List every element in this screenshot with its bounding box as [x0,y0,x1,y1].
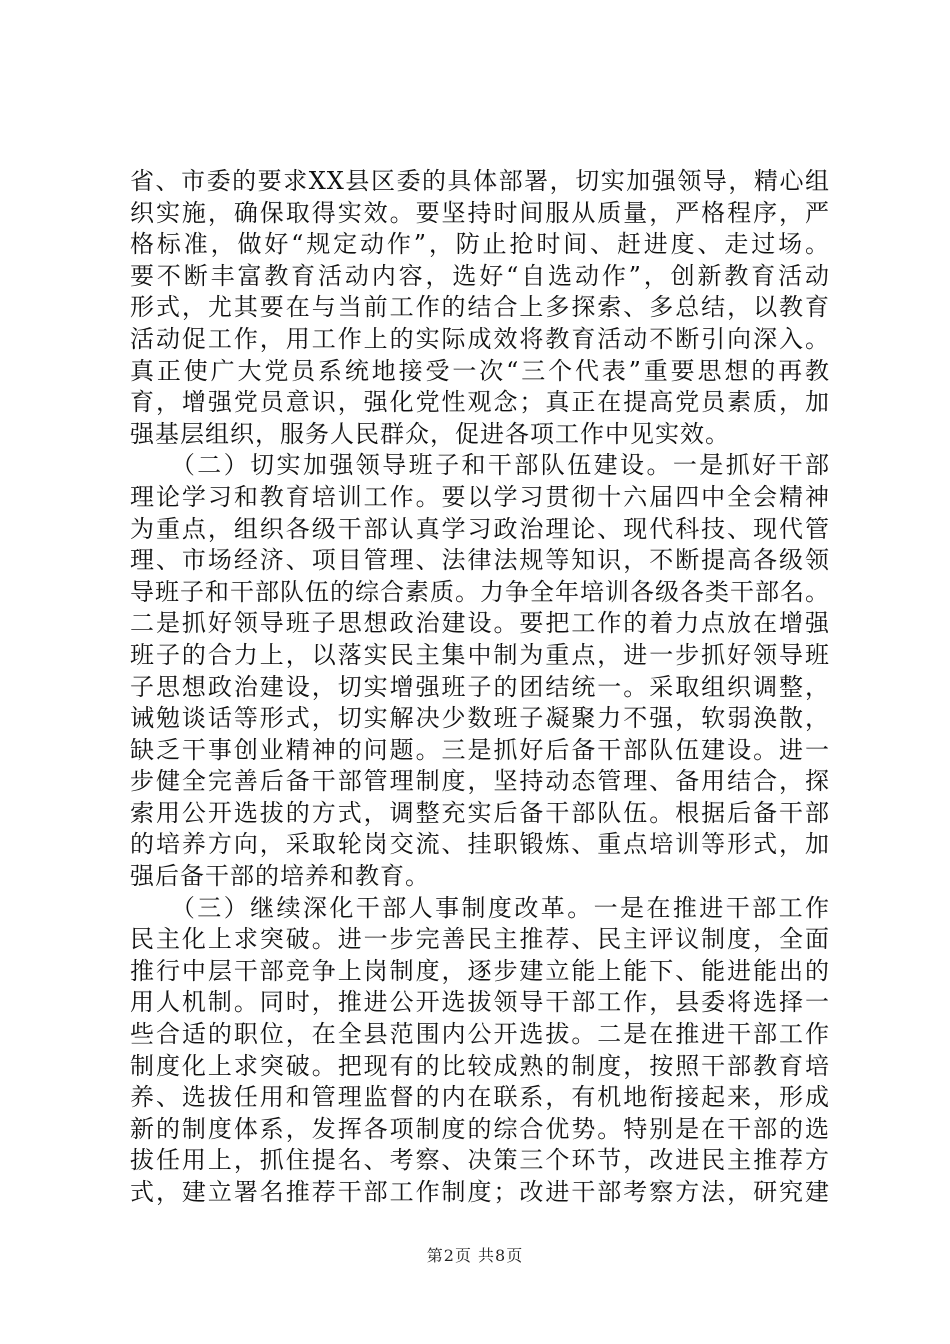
text-line: 步健全完善后备干部管理制度，坚持动态管理、备用结合，探 [130,767,830,796]
text-line: 格标准，做好“规定动作”，防止抢时间、赶进度、走过场。 [130,230,830,259]
text-line: 式，建立署名推荐干部工作制度；改进干部考察方法，研究建 [130,1178,830,1206]
text-line: 理论学习和教育培训工作。要以学习贯彻十六届四中全会精神 [130,482,830,511]
text-line: （三）继续深化干部人事制度改革。一是在推进干部工作 [130,893,830,922]
text-line: 索用公开选拔的方式，调整充实后备干部队伍。根据后备干部 [130,798,830,827]
text-line: 要不断丰富教育活动内容，选好“自选动作”，创新教育活动 [130,261,830,290]
text-line: 推行中层干部竞争上岗制度，逐步建立能上能下、能进能出的 [130,956,830,985]
text-line: 导班子和干部队伍的综合素质。力争全年培训各级各类干部名。 [130,577,830,606]
text-line: 养、选拔任用和管理监督的内在联系，有机地衔接起来，形成 [130,1083,830,1112]
text-line: 形式，尤其要在与当前工作的结合上多探索、多总结，以教育 [130,293,830,322]
text-line: 织实施，确保取得实效。要坚持时间服从质量，严格程序，严 [130,198,830,227]
page-number-footer: 第2页 共8页 [426,1246,524,1265]
text-line: 班子的合力上，以落实民主集中制为重点，进一步抓好领导班 [130,640,830,669]
text-line: 的培养方向，采取轮岗交流、挂职锻炼、重点培训等形式，加 [130,830,830,859]
text-line: 二是抓好领导班子思想政治建设。要把工作的着力点放在增强 [130,609,830,638]
text-line: 为重点，组织各级干部认真学习政治理论、现代科技、现代管 [130,514,830,543]
text-line: 活动促工作，用工作上的实际成效将教育活动不断引向深入。 [130,324,830,353]
text-line: 拔任用上，抓住提名、考察、决策三个环节，改进民主推荐方 [130,1146,830,1175]
text-line: 强基层组织，服务人民群众，促进各项工作中见实效。 [130,419,730,448]
text-line: 缺乏干事创业精神的问题。三是抓好后备干部队伍建设。进一 [130,735,830,764]
text-line: 些合适的职位，在全县范围内公开选拔。二是在推进干部工作 [130,1020,830,1049]
document-body [130,166,830,1209]
text-line: 子思想政治建设，切实增强班子的团结统一。采取组织调整， [130,672,830,701]
text-line: 真正使广大党员系统地接受一次“三个代表”重要思想的再教 [130,356,830,385]
text-line: 理、市场经济、项目管理、法律法规等知识，不断提高各级领 [130,546,830,575]
text-line: 诫勉谈话等形式，切实解决少数班子凝聚力不强，软弱涣散， [130,704,830,733]
text-line: 省、市委的要求XX县区委的具体部署，切实加强领导，精心组 [130,167,830,195]
text-line: 用人机制。同时，推进公开选拔领导干部工作，县委将选择一 [130,988,830,1017]
text-line: 强后备干部的培养和教育。 [130,862,430,891]
text-line: 民主化上求突破。进一步完善民主推荐、民主评议制度，全面 [130,925,830,954]
text-line: 新的制度体系，发挥各项制度的综合优势。特别是在干部的选 [130,1114,830,1143]
text-line: 制度化上求突破。把现有的比较成熟的制度，按照干部教育培 [130,1051,830,1080]
text-line: （二）切实加强领导班子和干部队伍建设。一是抓好干部 [130,451,830,480]
text-line: 育，增强党员意识，强化党性观念；真正在提高党员素质，加 [130,388,830,417]
